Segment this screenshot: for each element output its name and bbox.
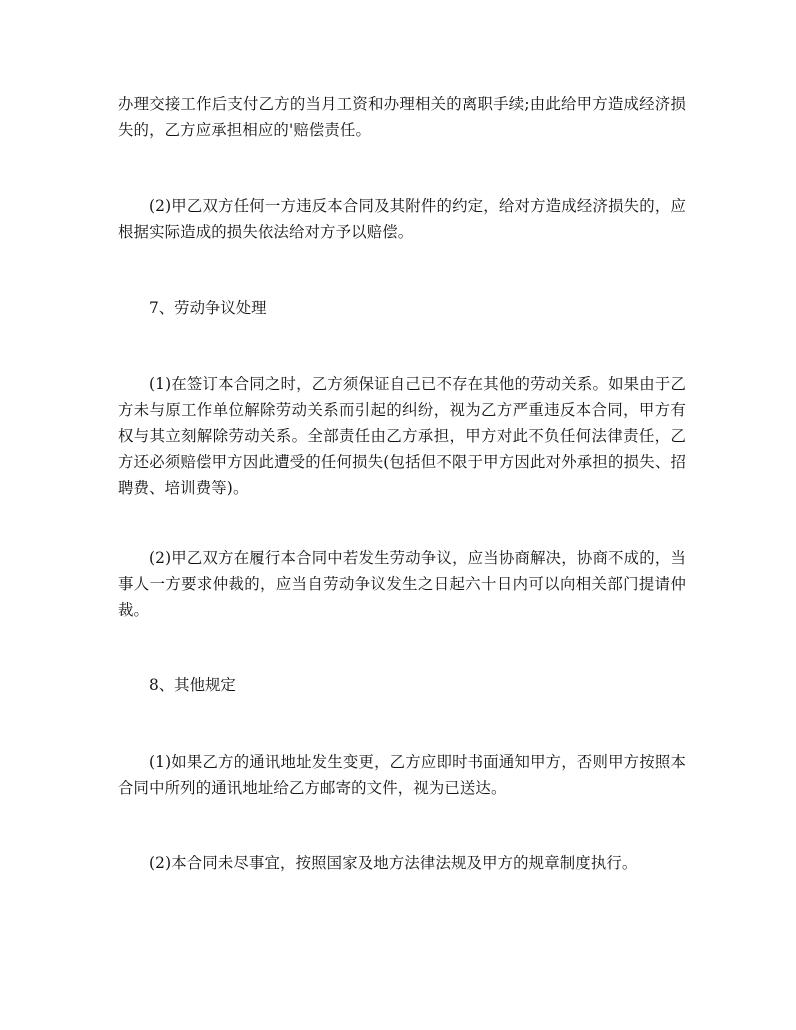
section-heading-labor-dispute: 7、劳动争议处理 bbox=[149, 299, 267, 317]
section-heading-other-provisions: 8、其他规定 bbox=[149, 676, 236, 694]
paragraph-no-other-labor-relation: (1)在签订本合同之时，乙方须保证自己已不存在其他的劳动关系。如果由于乙方未与原工作单位解除劳动关系而引起的纠纷，视为乙方严重违反本合同，甲方有权与其立刻解除劳动关系。全部责任由乙方承担，甲方对此不负任何法律责任，乙方还必须赔偿甲方因此遭受的任何损失(包括但不限于甲方因此对外承担的损失、招聘费、培训费等)。 bbox=[118, 375, 686, 497]
paragraph-handover-compensation: 办理交接工作后支付乙方的当月工资和办理相关的离职手续;由此给甲方造成经济损失的，乙方应承担相应的'赔偿责任。 bbox=[118, 95, 686, 139]
paragraph-address-change: (1)如果乙方的通讯地址发生变更，乙方应即时书面通知甲方，否则甲方按照本合同中所列的通讯地址给乙方邮寄的文件，视为已送达。 bbox=[118, 753, 686, 797]
paragraph-dispute-arbitration: (2)甲乙双方在履行本合同中若发生劳动争议，应当协商解决，协商不成的，当事人一方要求仲裁的，应当自劳动争议发生之日起六十日内可以向相关部门提请仲裁。 bbox=[118, 549, 686, 619]
paragraph-breach-compensation: (2)甲乙双方任何一方违反本合同及其附件的约定，给对方造成经济损失的，应根据实际造成的损失依法给对方予以赔偿。 bbox=[118, 197, 686, 241]
paragraph-unmentioned-matters: (2)本合同未尽事宜，按照国家及地方法律法规及甲方的规章制度执行。 bbox=[149, 854, 638, 872]
